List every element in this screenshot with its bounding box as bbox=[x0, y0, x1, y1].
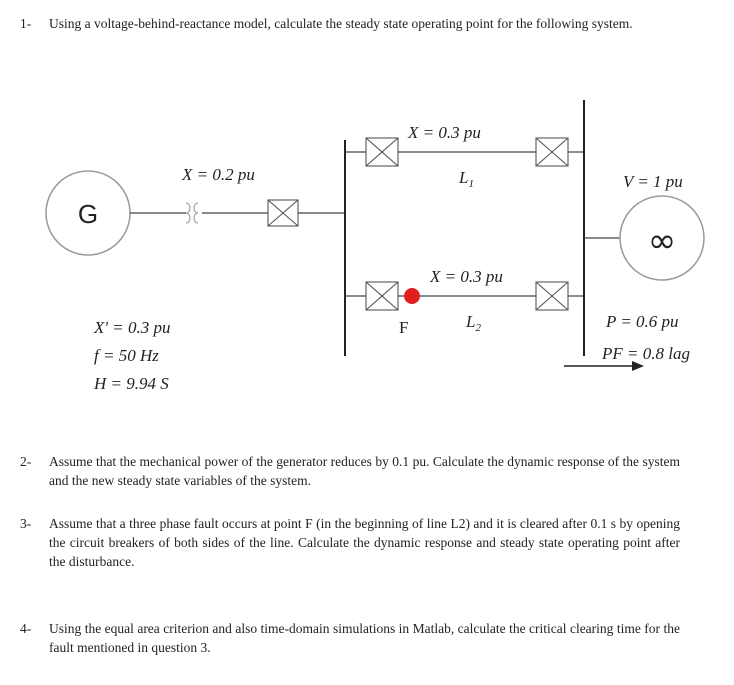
load-power-factor: PF = 0.8 lag bbox=[602, 344, 690, 363]
question-4 bbox=[20, 619, 680, 657]
load-power: P = 0.6 pu bbox=[606, 312, 679, 331]
question-4-number: 4- bbox=[20, 621, 32, 636]
gen-param-inertia: H = 9.94 S bbox=[94, 374, 169, 393]
line1-reactance-label: X = 0.3 pu bbox=[408, 123, 481, 142]
transformer-reactance-label: X = 0.2 pu bbox=[182, 165, 255, 184]
question-3-number: 3- bbox=[20, 516, 32, 531]
breaker-l2-left bbox=[366, 282, 398, 310]
question-2 bbox=[20, 452, 680, 490]
gen-param-reactance: X' = 0.3 pu bbox=[94, 318, 171, 337]
infinite-bus-voltage: V = 1 pu bbox=[623, 172, 683, 191]
fault-point-marker bbox=[404, 288, 420, 304]
breaker-l1-right bbox=[536, 138, 568, 166]
breaker-l2-right bbox=[536, 282, 568, 310]
line1-name: $L_1$ bbox=[459, 168, 474, 190]
breaker-l1-left bbox=[366, 138, 398, 166]
transformer-icon bbox=[186, 203, 198, 223]
question-2-number: 2- bbox=[20, 454, 32, 469]
infinite-symbol-icon: ∞ bbox=[647, 221, 677, 261]
fault-label: F bbox=[399, 318, 409, 337]
line2-reactance-label: X = 0.3 pu bbox=[430, 267, 503, 286]
question-3-text: Assume that a three phase fault occurs at point F (in the beginning of line L2) and it is cleared after 0.1 s by opening the circuit breakers of both sides of the line. Calculate the dynamic response and steady state operating point after the disturbance. bbox=[49, 516, 680, 569]
question-1-text: Using a voltage-behind-reactance model, calculate the steady state operating point for the following system. bbox=[49, 16, 633, 31]
generator-label: G bbox=[77, 199, 99, 229]
question-1-number: 1- bbox=[20, 16, 32, 31]
question-2-text: Assume that the mechanical power of the generator reduces by 0.1 pu. Calculate the dynamic response of the system and the new steady state variables of the system. bbox=[49, 454, 680, 488]
gen-param-frequency: f = 50 Hz bbox=[94, 346, 159, 365]
breaker-gen bbox=[268, 200, 298, 226]
question-4-text: Using the equal area criterion and also time-domain simulations in Matlab, calculate the critical clearing time for the fault mentioned in question 3. bbox=[49, 621, 680, 655]
question-3 bbox=[20, 514, 680, 571]
line2-name: $L_2$ bbox=[466, 312, 481, 334]
